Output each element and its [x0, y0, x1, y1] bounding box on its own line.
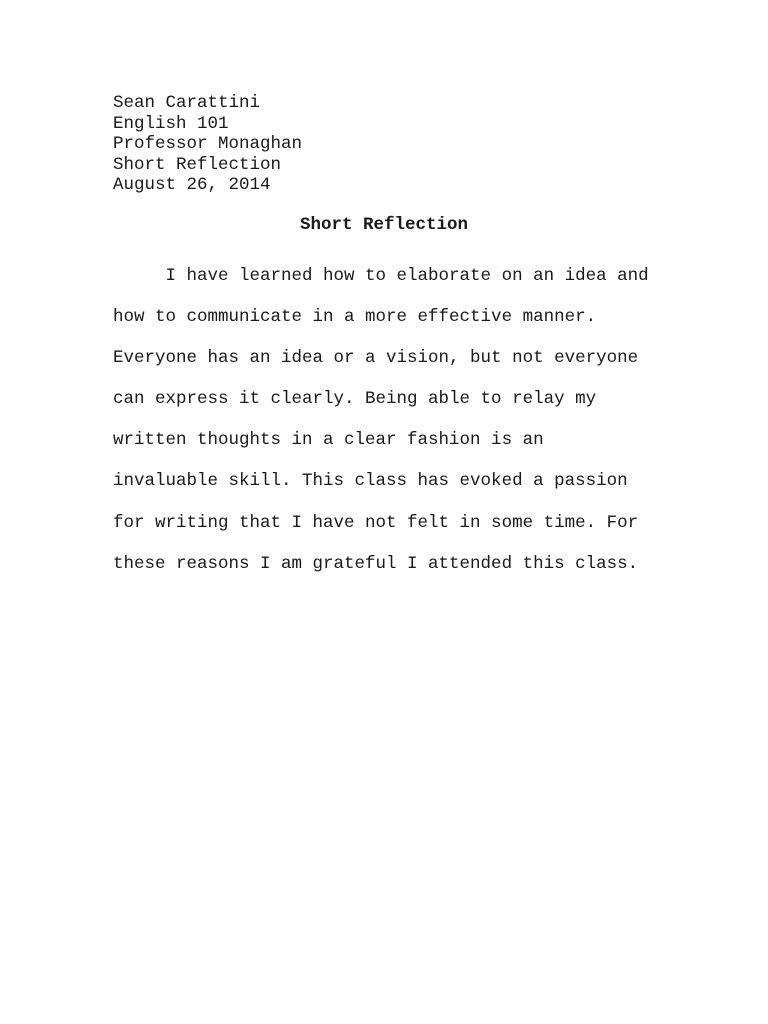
- author-heading: [113, 93, 302, 196]
- document-title-text: Short Reflection: [299, 215, 469, 235]
- assignment-name: Short Reflection: [113, 154, 282, 175]
- author-name: Sean Carattini: [113, 93, 261, 113]
- paragraph-line: Everyone has an idea or a vision, but not everyone: [113, 348, 639, 369]
- paragraph-line: how to communicate in a more effective manner.: [113, 307, 597, 328]
- paragraph-line: written thoughts in a clear fashion is an: [113, 430, 544, 451]
- paragraph-line: these reasons I am grateful I attended this class.: [113, 553, 639, 574]
- document-title: [0, 214, 768, 236]
- course-name: English 101: [113, 113, 229, 134]
- document-date: August 26, 2014: [113, 175, 271, 196]
- paragraph-line: can express it clearly. Being able to relay my: [113, 389, 597, 410]
- paragraph-line: I have learned how to elaborate on an idea and: [113, 266, 649, 286]
- body-paragraph: [113, 256, 649, 585]
- professor-name: Professor Monaghan: [113, 134, 303, 155]
- paragraph-line: for writing that I have not felt in some time. For: [113, 512, 639, 533]
- paragraph-line: invaluable skill. This class has evoked a passion: [113, 471, 628, 492]
